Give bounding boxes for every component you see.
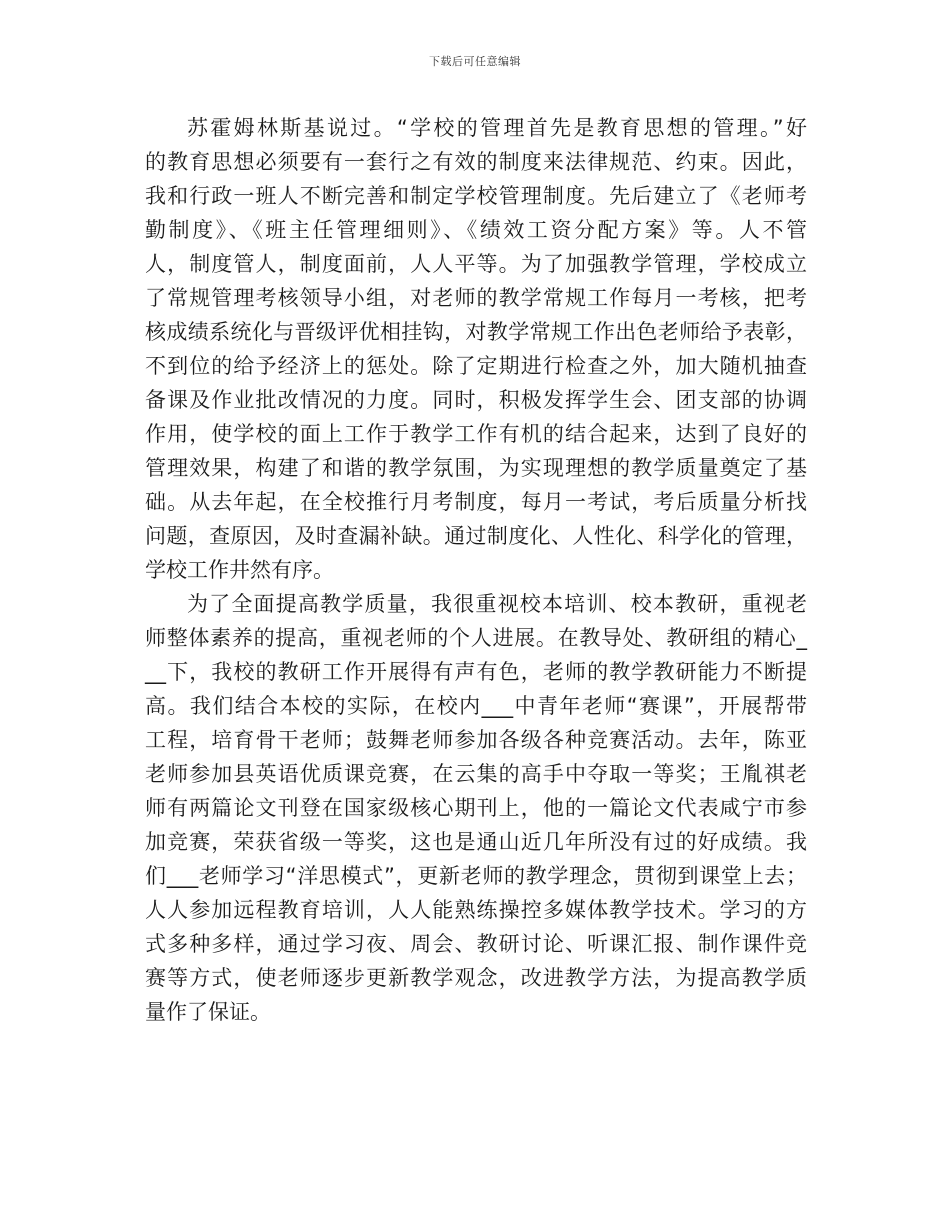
text-line: 管理效果，构建了和谐的教学氛围，为实现理想的教学质量奠定了基	[145, 456, 807, 480]
text-line: 核成绩系统化与晋级评优相挂钩，对教学常规工作出色老师给予表彰，	[145, 320, 807, 344]
text-line: 老师参加县英语优质课竞赛，在云集的高手中夺取一等奖；王胤祺老	[145, 762, 807, 786]
text-line: 备课及作业批改情况的力度。同时，积极发挥学生会、团支部的协调	[145, 388, 807, 412]
text-line: 苏霍姆林斯基说过。“学校的管理首先是教育思想的管理。”好	[187, 116, 807, 140]
paragraph-2	[145, 587, 807, 1029]
page-header: 下载后可任意编辑	[429, 55, 521, 68]
text-line: 人，制度管人，制度面前，人人平等。为了加强教学管理，学校成立	[145, 252, 807, 276]
document-body	[145, 111, 807, 1029]
text-line: 础。从去年起，在全校推行月考制度，每月一考试，考后质量分析找	[145, 490, 807, 514]
text-line: 了常规管理考核领导小组，对老师的教学常规工作每月一考核，把考	[145, 286, 807, 310]
text-line: 高。我们结合本校的实际，在校内___中青年老师“赛课”，开展帮带	[145, 694, 807, 718]
text-line: 我和行政一班人不断完善和制定学校管理制度。先后建立了《老师考	[145, 184, 807, 208]
text-line: 为了全面提高教学质量，我很重视校本培训、校本教研，重视老	[187, 592, 807, 616]
text-line: 的教育思想必须要有一套行之有效的制度来法律规范、约束。因此，	[145, 150, 807, 174]
text-line: 式多种多样，通过学习夜、周会、教研讨论、听课汇报、制作课件竞	[145, 932, 807, 956]
text-line: 作用，使学校的面上工作于教学工作有机的结合起来，达到了良好的	[145, 422, 807, 446]
text-line: 量作了保证。	[145, 1000, 271, 1024]
text-line: 问题，查原因，及时查漏补缺。通过制度化、人性化、科学化的管理，	[145, 524, 807, 548]
text-line: 加竞赛，荣获省级一等奖，这也是通山近几年所没有过的好成绩。我	[145, 830, 807, 854]
text-line: 师有两篇论文刊登在国家级核心期刊上，他的一篇论文代表咸宁市参	[145, 796, 807, 820]
text-line: 工程，培育骨干老师；鼓舞老师参加各级各种竞赛活动。去年，陈亚	[145, 728, 807, 752]
text-line: 人人参加远程教育培训，人人能熟练操控多媒体教学技术。学习的方	[145, 898, 807, 922]
text-line: 不到位的给予经济上的惩处。除了定期进行检查之外，加大随机抽查	[145, 354, 807, 378]
paragraph-1	[145, 111, 807, 587]
text-line: 学校工作井然有序。	[145, 558, 334, 582]
text-line: 勤制度》、《班主任管理细则》、《绩效工资分配方案》等。人不管	[145, 218, 807, 242]
text-line: 赛等方式，使老师逐步更新教学观念，改进教学方法，为提高教学质	[145, 966, 807, 990]
text-line: __下，我校的教研工作开展得有声有色，老师的教学教研能力不断提	[145, 660, 807, 684]
text-line: 师整体素养的提高，重视老师的个人进展。在教导处、教研组的精心_	[145, 626, 807, 650]
text-line: 们___老师学习“洋思模式”，更新老师的教学理念，贯彻到课堂上去；	[145, 864, 807, 888]
